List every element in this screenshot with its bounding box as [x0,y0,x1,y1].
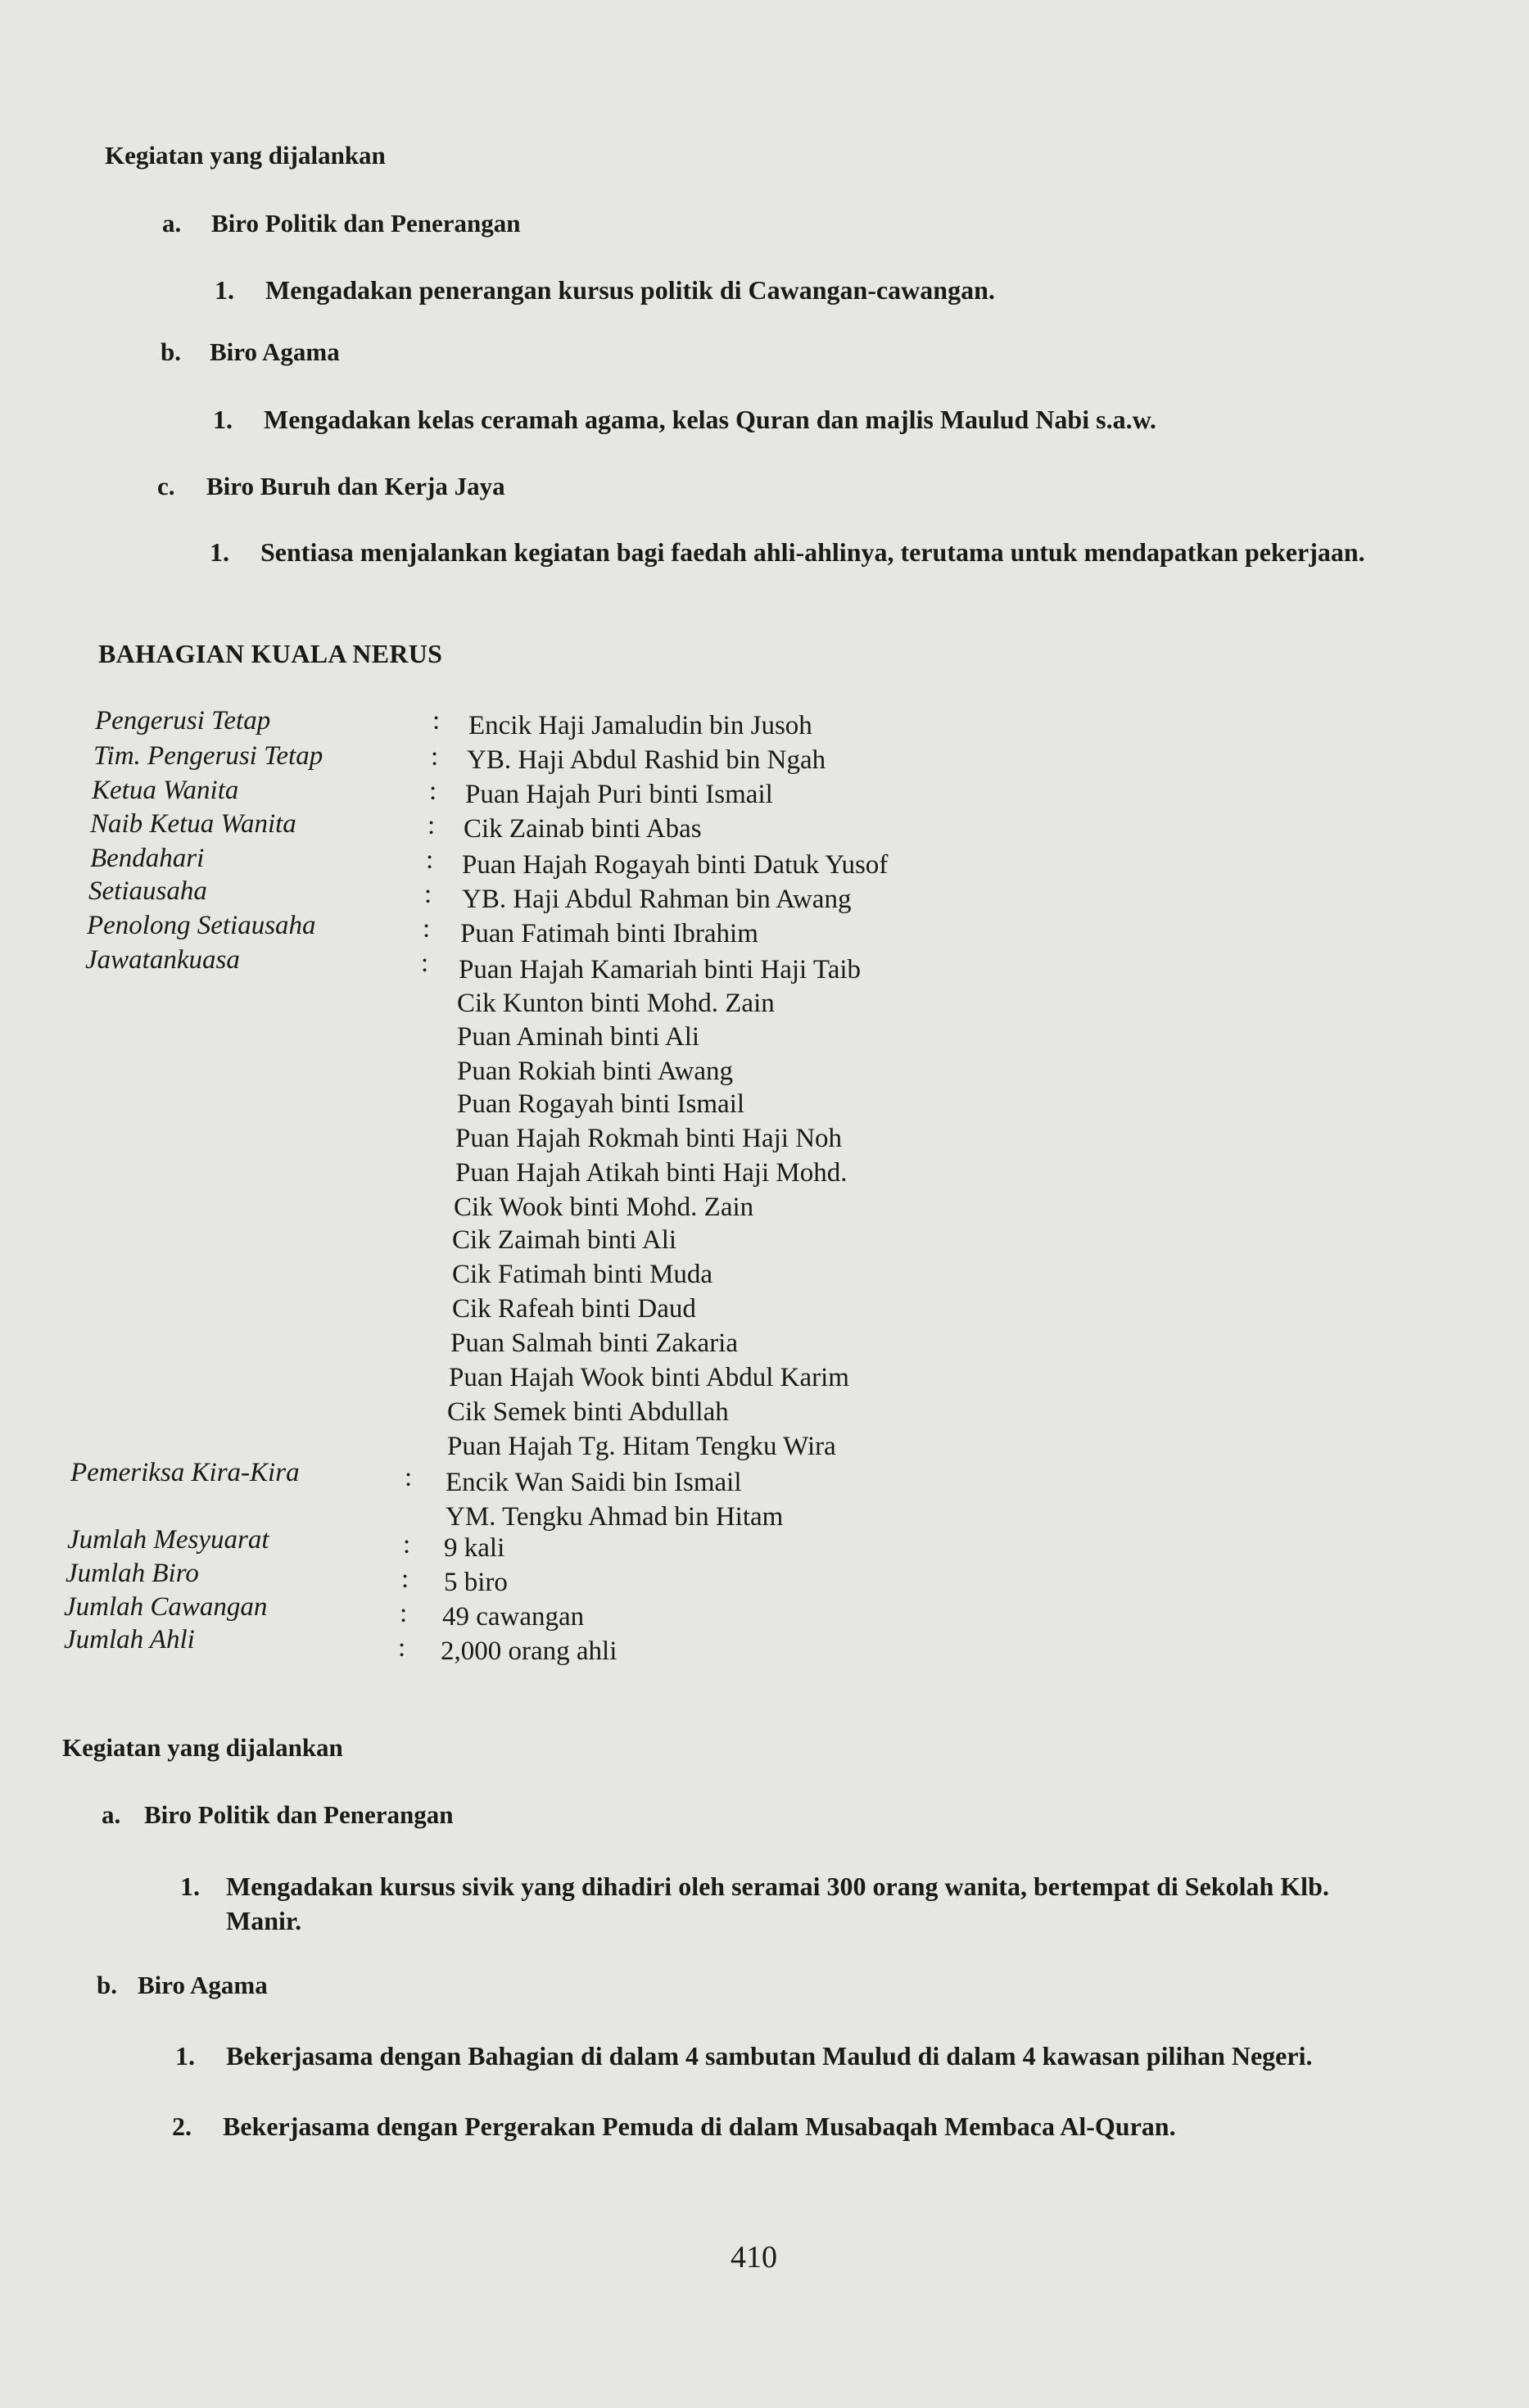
item-number: 1. [180,1872,200,1901]
list-item [210,537,1365,568]
colon: : [424,880,432,909]
officer-label: Tim. Pengerusi Tetap [93,741,323,771]
list-item [180,1869,1504,1938]
list-item [172,2112,1176,2142]
officer-name: Puan Fatimah binti Ibrahim [460,919,758,948]
officer-label: Ketua Wanita [92,776,239,805]
auditor-name: Encik Wan Saidi bin Ismail [446,1468,742,1497]
officer-label: Bendahari [90,844,205,873]
jawatankuasa-label: Jawatankuasa [85,945,240,975]
officer-name: YB. Haji Abdul Rashid bin Ngah [467,745,826,775]
committee-member: Puan Hajah Tg. Hitam Tengku Wira [447,1432,836,1461]
section-letter: a. [102,1800,121,1829]
committee-member: Cik Kunton binti Mohd. Zain [457,989,775,1018]
officer-name: Encik Haji Jamaludin bin Jusoh [468,711,812,740]
section-title: BAHAGIAN KUALA NERUS [98,639,443,668]
committee-member: Cik Wook binti Mohd. Zain [454,1193,754,1222]
colon: : [427,811,436,840]
committee-member: Puan Rogayah binti Ismail [457,1089,745,1119]
page-number: 410 [731,2240,777,2274]
activities-heading: Kegiatan yang dijalankan [105,141,386,170]
committee-member: Cik Fatimah binti Muda [452,1260,713,1289]
colon: : [423,914,431,944]
officer-label: Penolong Setiausaha [87,911,316,940]
section-letter: a. [162,209,182,238]
section-a-heading [102,1800,454,1830]
committee-member: Puan Aminah binti Ali [457,1022,700,1052]
list-item [213,405,1156,435]
item-number: 1. [213,405,233,434]
colon: : [398,1633,406,1663]
item-number: 1. [215,275,234,305]
officer-name: Puan Hajah Puri binti Ismail [465,780,773,809]
stat-label: Jumlah Mesyuarat [67,1525,269,1555]
list-item [175,2041,1312,2071]
section-title: Biro Buruh dan Kerja Jaya [206,472,505,500]
committee-member: Puan Hajah Wook binti Abdul Karim [449,1363,849,1392]
colon: : [421,948,429,978]
colon: : [400,1599,408,1628]
officer-name: Puan Hajah Rogayah binti Datuk Yusof [462,850,889,880]
auditor-name: YM. Tengku Ahmad bin Hitam [446,1502,784,1532]
section-a-heading [162,209,521,238]
item-text: Mengadakan kelas ceramah agama, kelas Quran dan majlis Maulud Nabi s.a.w. [264,405,1156,434]
officer-name: Cik Zainab binti Abas [464,814,702,844]
colon: : [405,1463,413,1492]
item-number: 1. [175,2041,195,2071]
item-text: Mengadakan penerangan kursus politik di Cawangan-cawangan. [265,275,995,305]
section-b-heading [97,1971,268,2000]
committee-member: Puan Rokiah binti Awang [457,1057,734,1086]
item-text-line: Manir. [226,1906,302,1935]
colon: : [403,1530,411,1559]
section-title: Biro Agama [138,1971,268,1999]
stat-value: 49 cawangan [442,1602,585,1632]
colon: : [426,845,434,875]
committee-member: Puan Hajah Kamariah binti Haji Taib [459,955,862,984]
committee-member: Puan Hajah Atikah binti Haji Mohd. [455,1158,848,1188]
stat-label: Jumlah Cawangan [64,1592,268,1622]
item-text: Bekerjasama dengan Bahagian di dalam 4 sambutan Maulud di dalam 4 kawasan pilihan Negeri. [226,2041,1313,2071]
pemeriksa-label: Pemeriksa Kira-Kira [70,1458,300,1487]
section-title: Biro Politik dan Penerangan [144,1800,454,1829]
officer-name: YB. Haji Abdul Rahman bin Awang [462,885,852,914]
stat-value: 5 biro [444,1568,508,1597]
item-number: 1. [210,537,229,567]
section-title: Biro Agama [210,337,340,366]
activities-heading: Kegiatan yang dijalankan [62,1733,343,1762]
committee-member: Cik Semek binti Abdullah [447,1397,729,1427]
section-title: Biro Politik dan Penerangan [211,209,521,238]
section-letter: c. [157,472,175,500]
officer-label: Pengerusi Tetap [95,706,271,736]
section-b-heading [161,337,340,367]
colon: : [432,706,441,736]
officer-label: Naib Ketua Wanita [90,809,296,839]
list-item [215,275,995,306]
section-letter: b. [161,337,181,366]
stat-value: 2,000 orang ahli [441,1636,617,1666]
stat-label: Jumlah Ahli [64,1625,195,1654]
item-text: Bekerjasama dengan Pergerakan Pemuda di dalam Musabaqah Membaca Al-Quran. [223,2112,1176,2141]
colon: : [429,776,437,806]
stat-value: 9 kali [444,1533,505,1563]
section-letter: b. [97,1971,117,1999]
stat-label: Jumlah Biro [66,1559,199,1588]
section-c-heading [157,472,505,501]
committee-member: Puan Hajah Rokmah binti Haji Noh [455,1124,843,1153]
committee-member: Puan Salmah binti Zakaria [450,1328,738,1358]
officer-label: Setiausaha [88,876,207,906]
item-text-line: Mengadakan kursus sivik yang dihadiri oleh seramai 300 orang wanita, bertempat di Sekolah Klb. [226,1872,1329,1901]
colon: : [431,742,439,772]
colon: : [401,1564,409,1594]
item-number: 2. [172,2112,192,2141]
item-text: Sentiasa menjalankan kegiatan bagi faedah ahli-ahlinya, terutama untuk mendapatkan pekerjaan. [260,537,1365,567]
committee-member: Cik Rafeah binti Daud [452,1294,696,1324]
committee-member: Cik Zaimah binti Ali [452,1225,677,1255]
